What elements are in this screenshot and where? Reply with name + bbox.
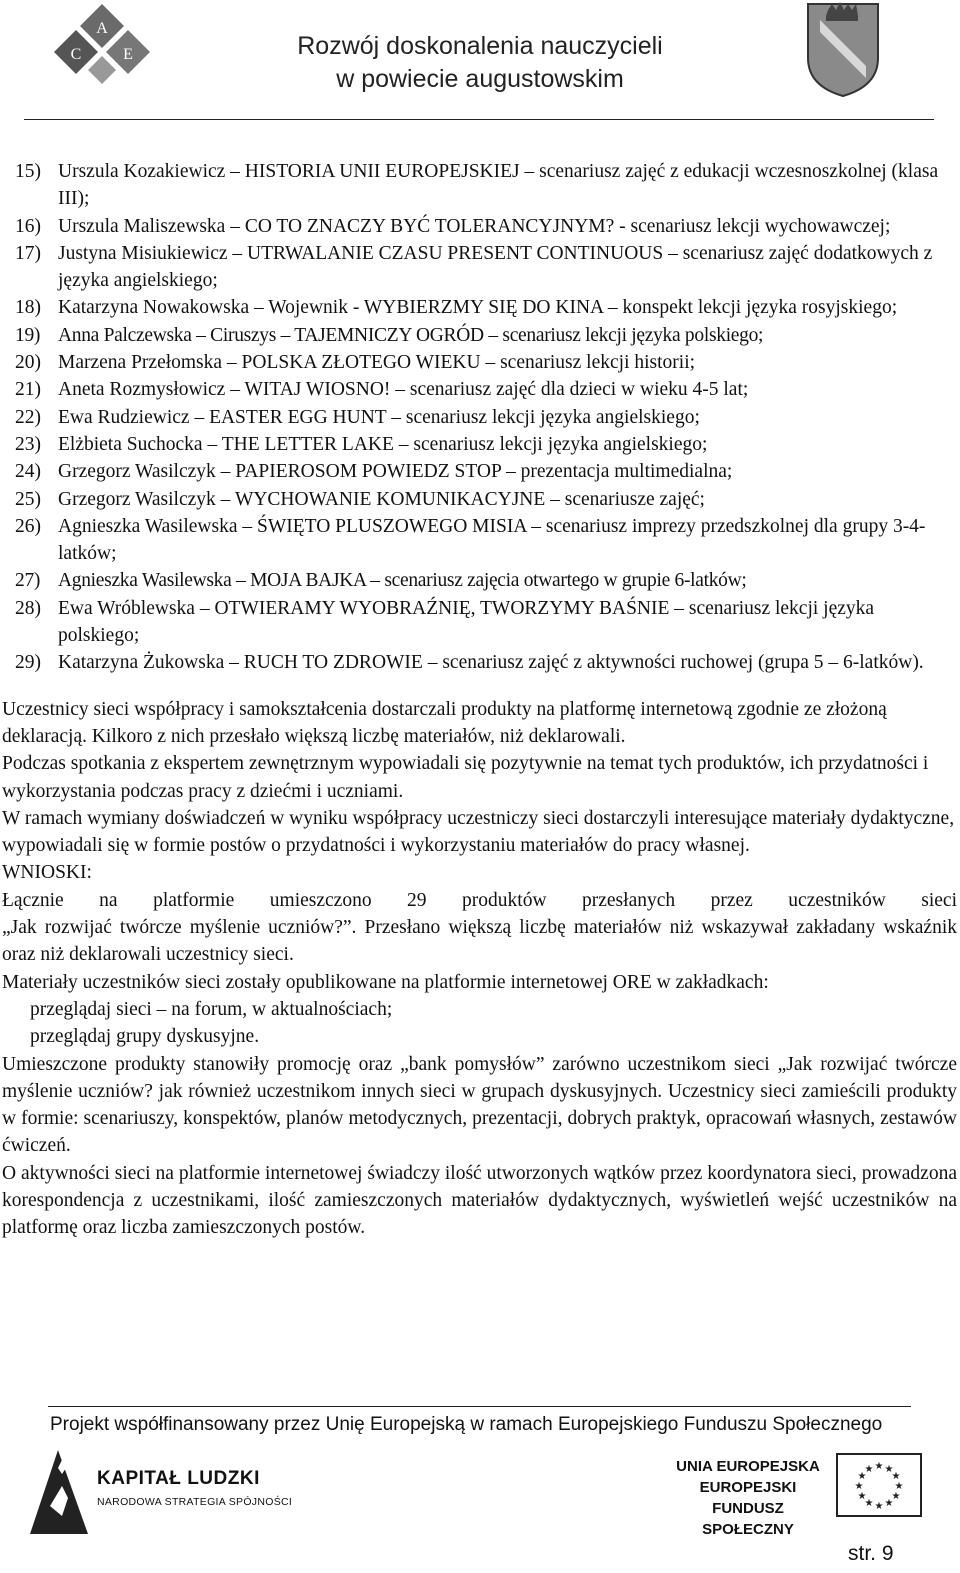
list-item (2, 431, 957, 458)
funding-note: Projekt współfinansowany przez Unię Europejską w ramach Europejskiego Funduszu Społecznego (50, 1414, 883, 1435)
list-item-number: 22) (15, 406, 41, 428)
list-item-number: 20) (15, 352, 41, 374)
paragraph-exchange: W ramach wymiany doświadczeń w wyniku współpracy uczestniczy sieci dostarczyli interesujące materiały dydaktyczne, wypowiadali się w formie postów o przydatności i wykorzystaniu materiałów do pracy własnej. (2, 807, 955, 857)
conclusions-heading: WNIOSKI: (2, 862, 92, 884)
paragraph-submissions: Uczestnicy sieci współpracy i samokształcenia dostarczali produkty na platformę internetową zgodnie ze złożoną deklaracją. Kilkoro z nich przesłało większą liczbę materiałów, niż deklarowali. (2, 698, 887, 747)
products-list (2, 158, 957, 677)
list-item (2, 376, 957, 403)
logo-letter-c: C (70, 46, 82, 63)
list-item-text: Urszula Kozakiewicz – HISTORIA UNII EUROPEJSKIEJ – scenariusz zajęć z edukacji wczesnoszkolnej (klasa III); (58, 161, 939, 210)
list-item-number: 25) (15, 488, 41, 510)
svg-text:★: ★ (894, 1481, 904, 1492)
list-item (2, 240, 957, 295)
svg-text:★: ★ (891, 1471, 901, 1482)
list-item (2, 404, 957, 431)
svg-text:★: ★ (854, 1481, 864, 1492)
list-item-number: 24) (15, 461, 41, 483)
header-divider (24, 119, 934, 120)
list-item (2, 158, 957, 213)
page-footer (0, 1400, 960, 1573)
header-title-line2: w powiecie augustowskim (336, 65, 624, 93)
svg-text:★: ★ (884, 1464, 894, 1475)
list-item-number: 19) (15, 324, 41, 346)
list-item-text: Katarzyna Żukowska – RUCH TO ZDROWIE – scenariusz zajęć z aktywności ruchowej (grupa 5 – 6-latków). (58, 652, 924, 674)
list-item (2, 294, 957, 321)
eu-fund-text (668, 1456, 828, 1540)
svg-text:★: ★ (864, 1464, 874, 1475)
list-item-number: 27) (15, 570, 41, 592)
list-item-number: 23) (15, 433, 41, 455)
list-item (2, 322, 957, 349)
list-item-number: 16) (15, 215, 41, 237)
page-header (0, 0, 960, 125)
list-item (2, 513, 957, 568)
published-item-1: przeglądaj sieci – na forum, w aktualnościach; (30, 998, 393, 1020)
paragraph-total-rest: „Jak rozwijać twórcze myślenie uczniów?”. Przesłano większą liczbę materiałów niż wskazywał zakładany wskaźnik oraz niż deklarowali uczestnicy sieci. (2, 917, 957, 966)
list-item-text: Agnieszka Wasilewska – MOJA BAJKA – scenariusz zajęcia otwartego w grupie 6-latków; (58, 570, 747, 592)
eu-line2: EUROPEJSKI (699, 1479, 797, 1496)
paragraph-total-line1: Łącznie na platformie umieszczono 29 produktów przesłanych przez uczestników sieci (2, 889, 957, 911)
svg-text:★: ★ (874, 1501, 884, 1512)
list-item-text: Grzegorz Wasilczyk – WYCHOWANIE KOMUNIKACYJNE – scenariusze zajęć; (58, 488, 705, 510)
list-item-text: Ewa Wróblewska – OTWIERAMY WYOBRAŹNIĘ, TWORZYMY BAŚNIE – scenariusz lekcji języka polskiego; (58, 597, 875, 647)
svg-text:★: ★ (891, 1491, 901, 1502)
list-item-text: Ewa Rudziewicz – EASTER EGG HUNT – scenariusz lekcji języka angielskiego; (58, 406, 700, 428)
list-item-text: Aneta Rozmysłowicz – WITAJ WIOSNO! – scenariusz zajęć dla dzieci w wieku 4-5 lat; (58, 379, 749, 401)
header-title (180, 30, 780, 96)
list-item-text: Katarzyna Nowakowska – Wojewnik - WYBIERZMY SIĘ DO KINA – konspekt lekcji języka rosyjskiego; (58, 297, 898, 319)
list-item-text: Anna Palczewska – Ciruszys – TAJEMNICZY OGRÓD – scenariusz lekcji języka polskiego; (58, 324, 764, 346)
eu-line3: FUNDUSZ SPOŁECZNY (702, 1500, 794, 1538)
cae-diamond-logo-icon (52, 2, 152, 102)
list-item (2, 567, 957, 594)
list-item (2, 486, 957, 513)
county-crest-icon (806, 0, 880, 97)
kapital-ludzki-logo-icon (28, 1446, 298, 1536)
list-item-number: 29) (15, 652, 41, 674)
logo-letter-e: E (123, 46, 133, 63)
list-item-text: Agnieszka Wasilewska – ŚWIĘTO PLUSZOWEGO MISIA – scenariusz imprezy przedszkolnej dla grupy 3-4-latków; (58, 515, 926, 565)
list-item (2, 649, 957, 676)
list-item-number: 17) (15, 242, 41, 264)
list-item (2, 595, 957, 650)
published-item-2: przeglądaj grupy dyskusyjne. (30, 1026, 260, 1048)
kapital-ludzki-title: KAPITAŁ LUDZKI (97, 1468, 260, 1489)
list-item-text: Justyna Misiukiewicz – UTRWALANIE CZASU PRESENT CONTINUOUS – scenariusz zajęć dodatkowych z języka angielskiego; (58, 242, 933, 292)
svg-text:★: ★ (884, 1498, 894, 1509)
header-title-line1: Rozwój doskonalenia nauczycieli (297, 32, 663, 60)
paragraph-expert-meeting: Podczas spotkania z ekspertem zewnętrznym wypowiadali się pozytywnie na temat tych produktów, ich przydatności i wykorzystania podczas pracy z dziećmi i uczniami. (2, 753, 929, 802)
list-item-text: Marzena Przełomska – POLSKA ZŁOTEGO WIEKU – scenariusz lekcji historii; (58, 352, 696, 374)
svg-text:★: ★ (874, 1461, 884, 1472)
list-item (2, 458, 957, 485)
paragraph-activity: O aktywności sieci na platformie internetowej świadczy ilość utworzonych wątków przez koordynatora sieci, prowadzona korespondencja z uczestnikami, ilość zamieszczonych materiałów dydaktycznych, wyświetleń wejść uczestników na platformę oraz liczba zamieszczonych postów. (2, 1162, 957, 1239)
list-item-number: 18) (15, 297, 41, 319)
svg-text:★: ★ (857, 1491, 867, 1502)
footer-divider (48, 1406, 911, 1407)
paragraph-published: Materiały uczestników sieci zostały opublikowane na platformie internetowej ORE w zakładkach: (2, 971, 769, 993)
list-item-text: Grzegorz Wasilczyk – PAPIEROSOM POWIEDZ STOP – prezentacja multimedialna; (58, 461, 733, 483)
list-item (2, 349, 957, 376)
list-item-number: 26) (15, 515, 41, 537)
list-item (2, 213, 957, 240)
spacer (2, 677, 957, 696)
list-item-number: 15) (15, 161, 41, 182)
paragraph-promotion: Umieszczone produkty stanowiły promocję oraz „bank pomysłów” zarówno uczestnikom sieci „Jak rozwijać twórcze myślenie uczniów? jak również uczestnikom innych sieci w grupach dyskusyjnych. Uczestnicy sieci zamieścili produkty w formie: scenariuszy, konspektów, planów metodycznych, prezentacji, dobrych praktyk, opracowań własnych, zestawów ćwiczeń. (2, 1053, 957, 1157)
list-item-number: 28) (15, 597, 41, 619)
kapital-ludzki-subtitle: NARODOWA STRATEGIA SPÓJNOŚCI (97, 1496, 293, 1508)
list-item-text: Elżbieta Suchocka – THE LETTER LAKE – scenariusz lekcji języka angielskiego; (58, 433, 708, 455)
eu-flag-icon (836, 1453, 922, 1517)
document-body (2, 158, 957, 1242)
list-item-text: Urszula Maliszewska – CO TO ZNACZY BYĆ TOLERANCYJNYM? - scenariusz lekcji wychowawczej; (58, 215, 891, 237)
svg-text:★: ★ (864, 1498, 874, 1509)
eu-line1: UNIA EUROPEJSKA (676, 1458, 820, 1475)
svg-text:★: ★ (857, 1471, 867, 1482)
logo-letter-a: A (96, 20, 108, 37)
page-number: str. 9 (848, 1542, 894, 1565)
list-item-number: 21) (15, 379, 41, 401)
